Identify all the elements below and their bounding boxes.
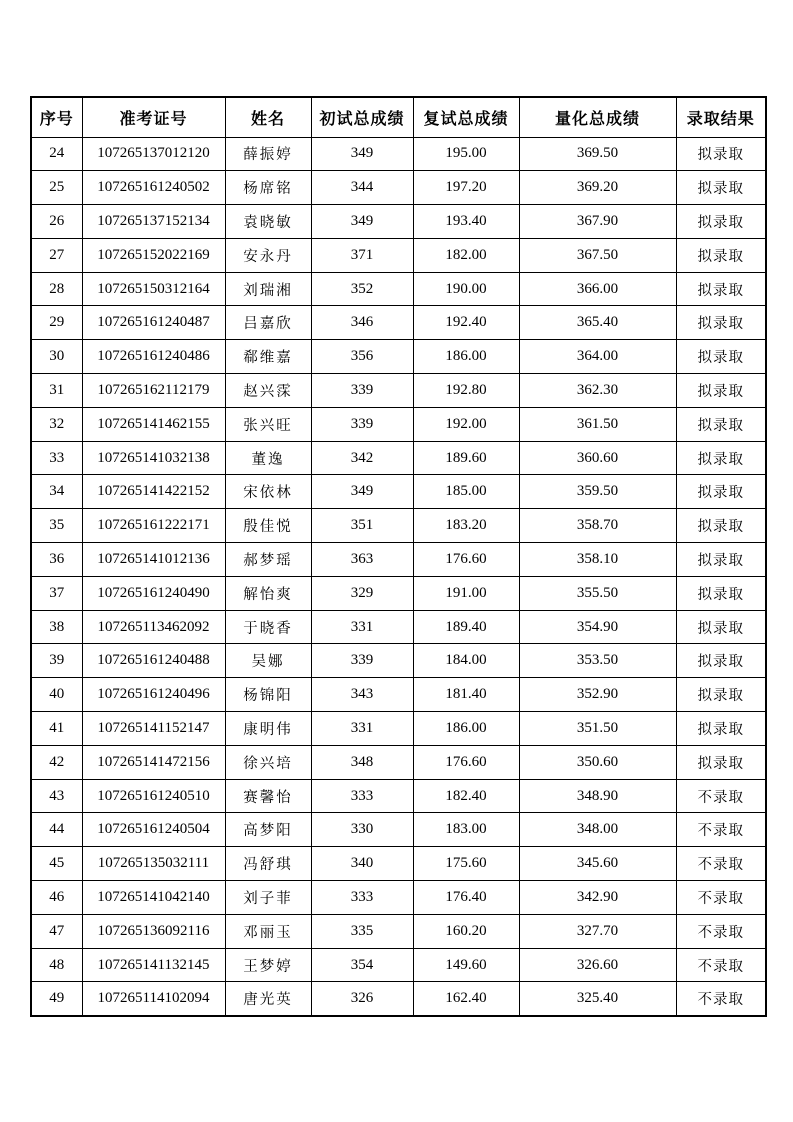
table-cell-retest-score: 162.40 — [413, 982, 519, 1016]
table-cell-quantified-score: 342.90 — [519, 881, 676, 915]
table-cell-retest-score: 195.00 — [413, 137, 519, 171]
table-cell-quantified-score: 348.90 — [519, 779, 676, 813]
table-cell-index: 28 — [31, 272, 82, 306]
table-cell-initial-score: 326 — [311, 982, 413, 1016]
table-cell-retest-score: 176.60 — [413, 543, 519, 577]
table-cell-index: 33 — [31, 441, 82, 475]
table-cell-result: 不录取 — [676, 914, 766, 948]
table-cell-initial-score: 333 — [311, 881, 413, 915]
table-cell-result: 不录取 — [676, 813, 766, 847]
table-cell-quantified-score: 365.40 — [519, 306, 676, 340]
table-cell-retest-score: 192.40 — [413, 306, 519, 340]
table-cell-quantified-score: 367.50 — [519, 238, 676, 272]
table-cell-name: 郗维嘉 — [225, 340, 311, 374]
table-row — [31, 238, 766, 272]
table-cell-index: 49 — [31, 982, 82, 1016]
column-header-result: 录取结果 — [676, 97, 766, 137]
table-cell-quantified-score: 359.50 — [519, 475, 676, 509]
table-cell-retest-score: 197.20 — [413, 171, 519, 205]
table-cell-quantified-score: 351.50 — [519, 712, 676, 746]
table-cell-quantified-score: 364.00 — [519, 340, 676, 374]
table-cell-result: 拟录取 — [676, 340, 766, 374]
table-cell-name: 安永丹 — [225, 238, 311, 272]
table-cell-ticket-number: 107265113462092 — [82, 610, 225, 644]
table-cell-initial-score: 363 — [311, 543, 413, 577]
table-cell-name: 赛馨怡 — [225, 779, 311, 813]
table-cell-result: 拟录取 — [676, 272, 766, 306]
column-header-quantified-score: 量化总成绩 — [519, 97, 676, 137]
table-cell-initial-score: 329 — [311, 576, 413, 610]
table-cell-ticket-number: 107265161240502 — [82, 171, 225, 205]
table-cell-ticket-number: 107265141472156 — [82, 745, 225, 779]
table-cell-quantified-score: 353.50 — [519, 644, 676, 678]
table-cell-index: 41 — [31, 712, 82, 746]
table-cell-result: 拟录取 — [676, 576, 766, 610]
table-cell-initial-score: 343 — [311, 678, 413, 712]
table-row — [31, 948, 766, 982]
table-cell-ticket-number: 107265141422152 — [82, 475, 225, 509]
table-row — [31, 407, 766, 441]
table-cell-ticket-number: 107265114102094 — [82, 982, 225, 1016]
results-table-header — [31, 97, 766, 137]
table-cell-ticket-number: 107265141152147 — [82, 712, 225, 746]
table-cell-quantified-score: 354.90 — [519, 610, 676, 644]
table-cell-index: 39 — [31, 644, 82, 678]
table-cell-name: 殷佳悦 — [225, 509, 311, 543]
table-cell-name: 杨锦阳 — [225, 678, 311, 712]
table-cell-result: 拟录取 — [676, 543, 766, 577]
table-cell-ticket-number: 107265150312164 — [82, 272, 225, 306]
table-row — [31, 576, 766, 610]
table-cell-index: 38 — [31, 610, 82, 644]
admission-results-table — [30, 96, 767, 1017]
column-header-initial-score: 初试总成绩 — [311, 97, 413, 137]
table-cell-retest-score: 192.00 — [413, 407, 519, 441]
table-cell-retest-score: 182.40 — [413, 779, 519, 813]
table-cell-ticket-number: 107265161222171 — [82, 509, 225, 543]
table-row — [31, 610, 766, 644]
table-cell-name: 解怡爽 — [225, 576, 311, 610]
table-cell-quantified-score: 355.50 — [519, 576, 676, 610]
table-cell-retest-score: 189.40 — [413, 610, 519, 644]
table-row — [31, 914, 766, 948]
table-cell-result: 拟录取 — [676, 171, 766, 205]
table-row — [31, 441, 766, 475]
table-row — [31, 779, 766, 813]
table-cell-retest-score: 176.60 — [413, 745, 519, 779]
table-cell-quantified-score: 366.00 — [519, 272, 676, 306]
table-cell-result: 拟录取 — [676, 745, 766, 779]
column-header-name: 姓名 — [225, 97, 311, 137]
table-cell-retest-score: 186.00 — [413, 340, 519, 374]
table-cell-initial-score: 330 — [311, 813, 413, 847]
table-row — [31, 509, 766, 543]
table-cell-ticket-number: 107265135032111 — [82, 847, 225, 881]
table-row — [31, 205, 766, 239]
table-cell-retest-score: 184.00 — [413, 644, 519, 678]
table-cell-quantified-score: 352.90 — [519, 678, 676, 712]
table-row — [31, 678, 766, 712]
table-cell-index: 27 — [31, 238, 82, 272]
table-cell-index: 48 — [31, 948, 82, 982]
table-cell-retest-score: 186.00 — [413, 712, 519, 746]
table-cell-name: 杨席铭 — [225, 171, 311, 205]
table-cell-quantified-score: 348.00 — [519, 813, 676, 847]
table-cell-quantified-score: 326.60 — [519, 948, 676, 982]
table-cell-ticket-number: 107265141042140 — [82, 881, 225, 915]
table-cell-name: 董逸 — [225, 441, 311, 475]
table-cell-result: 拟录取 — [676, 306, 766, 340]
table-cell-name: 袁晓敏 — [225, 205, 311, 239]
table-cell-name: 薛振婷 — [225, 137, 311, 171]
table-cell-retest-score: 183.20 — [413, 509, 519, 543]
table-cell-ticket-number: 107265161240486 — [82, 340, 225, 374]
table-cell-result: 拟录取 — [676, 205, 766, 239]
table-cell-index: 32 — [31, 407, 82, 441]
table-cell-index: 47 — [31, 914, 82, 948]
table-cell-retest-score: 176.40 — [413, 881, 519, 915]
table-cell-ticket-number: 107265137012120 — [82, 137, 225, 171]
table-cell-name: 张兴旺 — [225, 407, 311, 441]
table-cell-ticket-number: 107265141132145 — [82, 948, 225, 982]
table-cell-name: 宋依林 — [225, 475, 311, 509]
table-row — [31, 847, 766, 881]
table-cell-initial-score: 371 — [311, 238, 413, 272]
table-cell-initial-score: 340 — [311, 847, 413, 881]
table-cell-result: 拟录取 — [676, 374, 766, 408]
table-cell-result: 拟录取 — [676, 712, 766, 746]
table-row — [31, 881, 766, 915]
table-cell-retest-score: 182.00 — [413, 238, 519, 272]
table-cell-retest-score: 183.00 — [413, 813, 519, 847]
table-cell-index: 43 — [31, 779, 82, 813]
table-row — [31, 813, 766, 847]
column-header-index: 序号 — [31, 97, 82, 137]
table-cell-quantified-score: 369.20 — [519, 171, 676, 205]
table-cell-ticket-number: 107265137152134 — [82, 205, 225, 239]
table-row — [31, 306, 766, 340]
table-cell-name: 赵兴霂 — [225, 374, 311, 408]
table-cell-retest-score: 193.40 — [413, 205, 519, 239]
column-header-retest-score: 复试总成绩 — [413, 97, 519, 137]
table-cell-index: 25 — [31, 171, 82, 205]
table-cell-name: 郝梦瑶 — [225, 543, 311, 577]
table-cell-retest-score: 160.20 — [413, 914, 519, 948]
table-cell-initial-score: 352 — [311, 272, 413, 306]
table-cell-ticket-number: 107265161240496 — [82, 678, 225, 712]
table-cell-initial-score: 339 — [311, 644, 413, 678]
table-cell-ticket-number: 107265152022169 — [82, 238, 225, 272]
table-cell-initial-score: 349 — [311, 205, 413, 239]
table-cell-ticket-number: 107265161240487 — [82, 306, 225, 340]
table-cell-retest-score: 189.60 — [413, 441, 519, 475]
table-cell-index: 46 — [31, 881, 82, 915]
table-cell-index: 44 — [31, 813, 82, 847]
table-cell-index: 40 — [31, 678, 82, 712]
table-cell-index: 30 — [31, 340, 82, 374]
table-row — [31, 543, 766, 577]
table-row — [31, 745, 766, 779]
table-cell-result: 拟录取 — [676, 644, 766, 678]
table-cell-index: 24 — [31, 137, 82, 171]
table-cell-name: 邓丽玉 — [225, 914, 311, 948]
table-cell-index: 26 — [31, 205, 82, 239]
table-cell-quantified-score: 369.50 — [519, 137, 676, 171]
table-cell-result: 拟录取 — [676, 238, 766, 272]
table-cell-ticket-number: 107265141462155 — [82, 407, 225, 441]
table-cell-ticket-number: 107265141012136 — [82, 543, 225, 577]
table-cell-name: 冯舒琪 — [225, 847, 311, 881]
table-row — [31, 340, 766, 374]
table-cell-quantified-score: 358.10 — [519, 543, 676, 577]
table-cell-initial-score: 346 — [311, 306, 413, 340]
table-cell-initial-score: 354 — [311, 948, 413, 982]
table-cell-result: 不录取 — [676, 948, 766, 982]
table-cell-index: 35 — [31, 509, 82, 543]
table-cell-initial-score: 349 — [311, 137, 413, 171]
table-cell-quantified-score: 350.60 — [519, 745, 676, 779]
table-cell-index: 45 — [31, 847, 82, 881]
table-row — [31, 982, 766, 1016]
table-cell-name: 吕嘉欣 — [225, 306, 311, 340]
table-cell-ticket-number: 107265162112179 — [82, 374, 225, 408]
table-cell-initial-score: 349 — [311, 475, 413, 509]
column-header-ticket-number: 准考证号 — [82, 97, 225, 137]
table-cell-initial-score: 331 — [311, 712, 413, 746]
table-cell-name: 吴娜 — [225, 644, 311, 678]
table-cell-result: 拟录取 — [676, 610, 766, 644]
table-cell-result: 拟录取 — [676, 678, 766, 712]
table-cell-quantified-score: 367.90 — [519, 205, 676, 239]
table-cell-ticket-number: 107265161240490 — [82, 576, 225, 610]
table-cell-result: 拟录取 — [676, 509, 766, 543]
table-cell-ticket-number: 107265161240504 — [82, 813, 225, 847]
table-cell-initial-score: 339 — [311, 407, 413, 441]
table-cell-result: 拟录取 — [676, 441, 766, 475]
table-cell-name: 刘瑞湘 — [225, 272, 311, 306]
table-cell-ticket-number: 107265161240488 — [82, 644, 225, 678]
table-cell-index: 42 — [31, 745, 82, 779]
table-cell-initial-score: 339 — [311, 374, 413, 408]
table-cell-name: 于晓香 — [225, 610, 311, 644]
table-cell-initial-score: 356 — [311, 340, 413, 374]
table-row — [31, 137, 766, 171]
table-cell-initial-score: 342 — [311, 441, 413, 475]
table-cell-quantified-score: 362.30 — [519, 374, 676, 408]
table-cell-retest-score: 185.00 — [413, 475, 519, 509]
table-cell-retest-score: 149.60 — [413, 948, 519, 982]
table-cell-retest-score: 191.00 — [413, 576, 519, 610]
table-row — [31, 644, 766, 678]
table-cell-initial-score: 344 — [311, 171, 413, 205]
table-cell-quantified-score: 360.60 — [519, 441, 676, 475]
table-cell-index: 31 — [31, 374, 82, 408]
table-cell-index: 34 — [31, 475, 82, 509]
table-cell-name: 康明伟 — [225, 712, 311, 746]
table-cell-retest-score: 190.00 — [413, 272, 519, 306]
table-cell-result: 拟录取 — [676, 407, 766, 441]
table-row — [31, 171, 766, 205]
table-cell-name: 徐兴培 — [225, 745, 311, 779]
table-cell-initial-score: 335 — [311, 914, 413, 948]
header-row — [31, 97, 766, 137]
table-cell-retest-score: 181.40 — [413, 678, 519, 712]
table-cell-name: 唐光英 — [225, 982, 311, 1016]
table-cell-initial-score: 351 — [311, 509, 413, 543]
table-cell-name: 高梦阳 — [225, 813, 311, 847]
table-row — [31, 374, 766, 408]
table-cell-result: 不录取 — [676, 881, 766, 915]
table-row — [31, 475, 766, 509]
table-cell-index: 37 — [31, 576, 82, 610]
table-row — [31, 712, 766, 746]
table-cell-initial-score: 331 — [311, 610, 413, 644]
table-cell-initial-score: 333 — [311, 779, 413, 813]
table-cell-index: 36 — [31, 543, 82, 577]
table-cell-quantified-score: 345.60 — [519, 847, 676, 881]
table-cell-index: 29 — [31, 306, 82, 340]
table-cell-quantified-score: 361.50 — [519, 407, 676, 441]
table-cell-result: 拟录取 — [676, 137, 766, 171]
table-cell-retest-score: 192.80 — [413, 374, 519, 408]
table-cell-ticket-number: 107265136092116 — [82, 914, 225, 948]
table-cell-quantified-score: 358.70 — [519, 509, 676, 543]
table-cell-ticket-number: 107265161240510 — [82, 779, 225, 813]
results-table-body — [31, 137, 766, 1016]
table-cell-result: 拟录取 — [676, 475, 766, 509]
table-cell-retest-score: 175.60 — [413, 847, 519, 881]
table-cell-initial-score: 348 — [311, 745, 413, 779]
table-cell-result: 不录取 — [676, 982, 766, 1016]
table-cell-result: 不录取 — [676, 779, 766, 813]
table-cell-name: 刘子菲 — [225, 881, 311, 915]
table-cell-result: 不录取 — [676, 847, 766, 881]
table-cell-ticket-number: 107265141032138 — [82, 441, 225, 475]
table-cell-quantified-score: 325.40 — [519, 982, 676, 1016]
table-cell-quantified-score: 327.70 — [519, 914, 676, 948]
table-row — [31, 272, 766, 306]
table-cell-name: 王梦婷 — [225, 948, 311, 982]
